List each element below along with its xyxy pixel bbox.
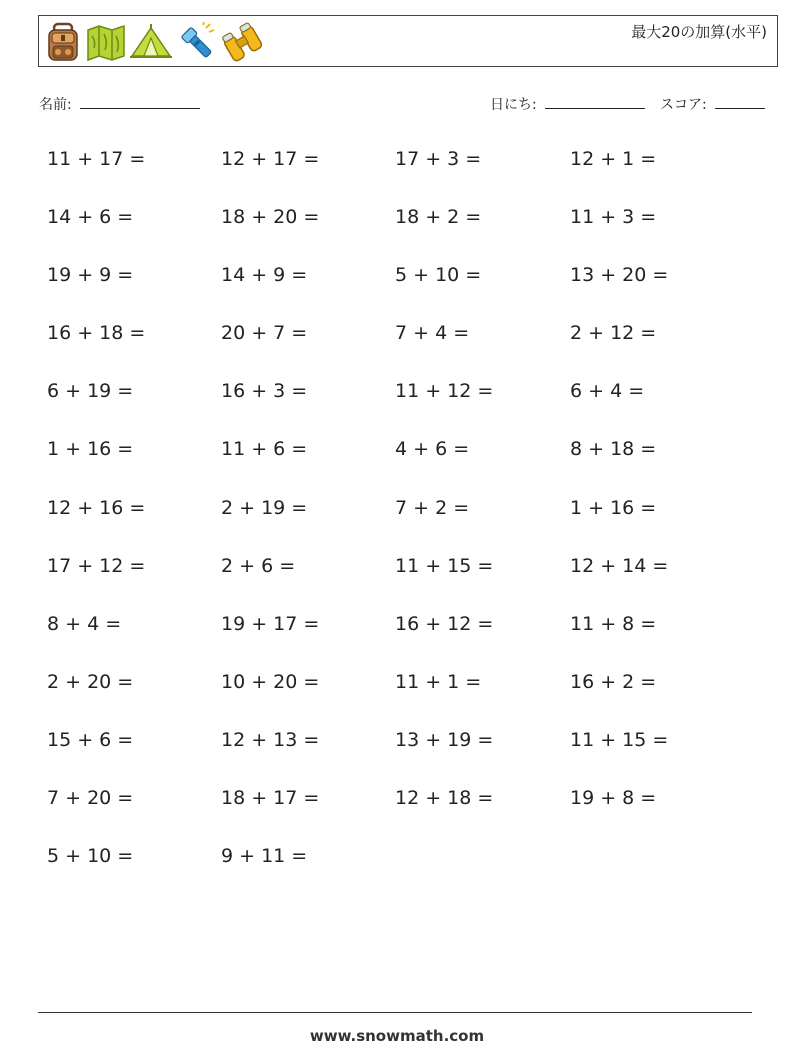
addition-problem: 1 + 16 = [570, 496, 657, 519]
problem-grid [47, 144, 747, 899]
date-field[interactable] [490, 94, 645, 114]
footer-url: www.snowmath.com [309, 1027, 485, 1045]
score-label: スコア: [660, 97, 707, 113]
footer-divider [38, 1012, 752, 1013]
addition-problem: 11 + 12 = [395, 380, 494, 403]
addition-problem: 19 + 8 = [570, 787, 657, 810]
addition-problem: 2 + 19 = [221, 496, 308, 519]
addition-problem: 2 + 12 = [570, 322, 657, 345]
addition-problem: 1 + 16 = [47, 438, 134, 461]
addition-problem: 11 + 1 = [395, 670, 482, 693]
addition-problem: 11 + 8 = [570, 612, 657, 635]
addition-problem: 11 + 6 = [221, 438, 308, 461]
name-label: 名前: [39, 97, 72, 113]
addition-problem: 19 + 9 = [47, 264, 134, 287]
addition-problem: 2 + 6 = [221, 554, 296, 577]
addition-problem: 17 + 12 = [47, 554, 146, 577]
addition-problem: 14 + 9 = [221, 264, 308, 287]
date-label: 日にち: [490, 97, 537, 113]
addition-problem: 7 + 20 = [47, 787, 134, 810]
addition-problem: 12 + 18 = [395, 787, 494, 810]
header-icons [45, 22, 264, 62]
addition-problem: 7 + 2 = [395, 496, 470, 519]
addition-problem: 12 + 13 = [221, 728, 320, 751]
addition-problem: 11 + 15 = [570, 728, 669, 751]
binoculars-icon [220, 22, 264, 62]
worksheet-header [38, 15, 778, 67]
addition-problem: 11 + 15 = [395, 554, 494, 577]
addition-problem: 10 + 20 = [221, 670, 320, 693]
addition-problem: 13 + 20 = [570, 264, 669, 287]
addition-problem: 20 + 7 = [221, 322, 308, 345]
score-field[interactable] [660, 94, 765, 114]
date-line[interactable] [545, 94, 645, 109]
addition-problem: 7 + 4 = [395, 322, 470, 345]
backpack-icon [45, 22, 81, 62]
addition-problem: 12 + 17 = [221, 148, 320, 170]
addition-problem: 13 + 19 = [395, 728, 494, 751]
addition-problem: 14 + 6 = [47, 206, 134, 229]
addition-problem: 8 + 4 = [47, 612, 122, 635]
name-line[interactable] [80, 94, 200, 109]
tent-icon [130, 22, 172, 62]
addition-problem: 12 + 14 = [570, 554, 669, 577]
addition-problem: 16 + 2 = [570, 670, 657, 693]
addition-problem: 12 + 1 = [570, 148, 657, 170]
worksheet-title: 最大20の加算(水平) [631, 23, 767, 41]
addition-problem: 4 + 6 = [395, 438, 470, 461]
addition-problem: 19 + 17 = [221, 612, 320, 635]
addition-problem: 9 + 11 = [221, 845, 308, 868]
map-icon [86, 22, 126, 62]
flashlight-icon [176, 22, 216, 62]
addition-problem: 16 + 3 = [221, 380, 308, 403]
addition-problem: 18 + 2 = [395, 206, 482, 229]
addition-problem: 12 + 16 = [47, 496, 146, 519]
addition-problem: 2 + 20 = [47, 670, 134, 693]
addition-problem: 5 + 10 = [395, 264, 482, 287]
addition-problem: 16 + 12 = [395, 612, 494, 635]
addition-problem: 16 + 18 = [47, 322, 146, 345]
addition-problem: 11 + 17 = [47, 148, 146, 170]
addition-problem: 15 + 6 = [47, 728, 134, 751]
addition-problem: 17 + 3 = [395, 148, 482, 170]
addition-problem: 11 + 3 = [570, 206, 657, 229]
addition-problem: 18 + 17 = [221, 787, 320, 810]
addition-problem: 5 + 10 = [47, 845, 134, 868]
score-line[interactable] [715, 94, 765, 109]
addition-problem: 6 + 19 = [47, 380, 134, 403]
addition-problem: 8 + 18 = [570, 438, 657, 461]
addition-problem: 6 + 4 = [570, 380, 645, 403]
name-field[interactable] [39, 94, 200, 114]
addition-problem: 18 + 20 = [221, 206, 320, 229]
